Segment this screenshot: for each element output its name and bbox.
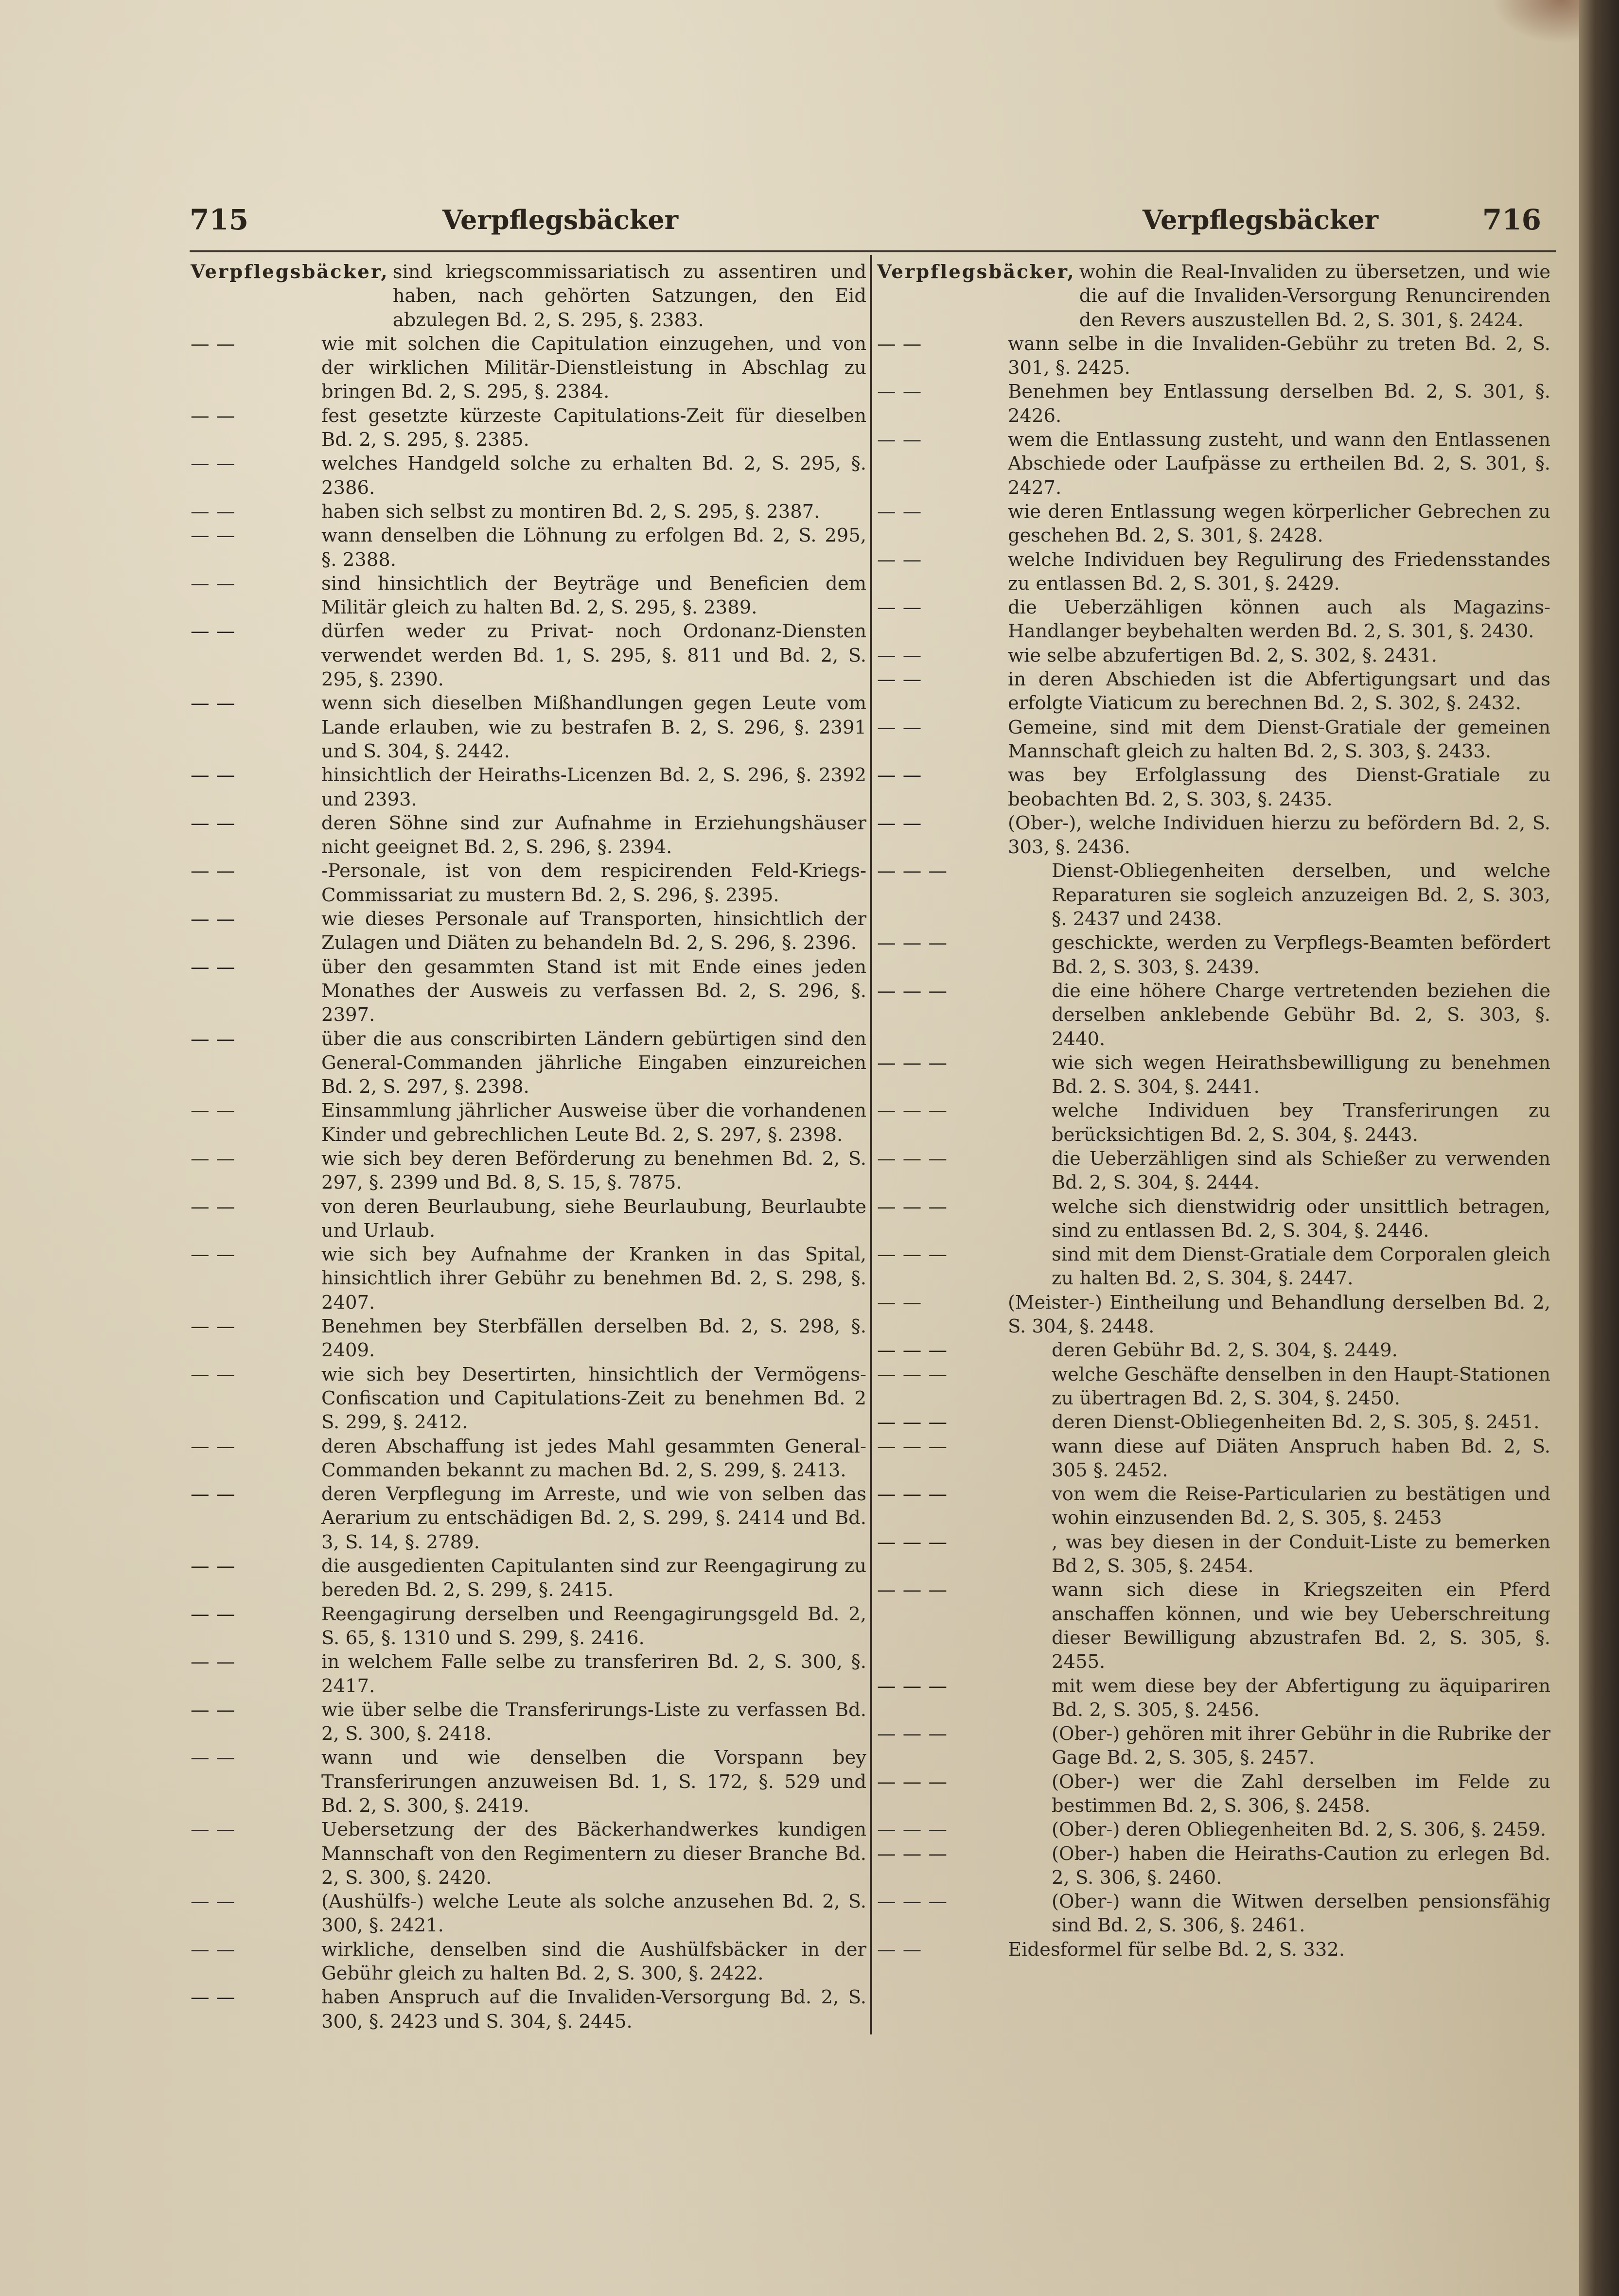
index-entry (191, 1938, 866, 1986)
index-entry (191, 1554, 866, 1602)
entry-text: was bey Erfolglassung des Dienst-Gratiale zu beobachten Bd. 2, S. 303, §. 2435. (1008, 764, 1550, 810)
index-entry (877, 716, 1550, 764)
index-entry (191, 1482, 866, 1554)
index-entry (191, 1099, 866, 1147)
entry-text: in deren Abschieden ist die Abfertigungsart und das erfolgte Viaticum zu berechnen Bd. 2, S. 302, §. 2432. (1008, 668, 1550, 715)
index-entry (877, 1890, 1550, 1938)
entry-text: fest gesetzte kürzeste Capitulations-Zeit für dieselben Bd. 2, S. 295, §. 2385. (321, 404, 866, 451)
entry-text: von deren Beurlaubung, siehe Beurlaubung, Beurlaubte und Urlaub. (321, 1195, 866, 1242)
entry-text: Eidesformel für selbe Bd. 2, S. 332. (1008, 1938, 1345, 1961)
header-rule (190, 250, 1556, 252)
index-entry (191, 763, 866, 811)
entry-dash: — — — (877, 1770, 948, 1793)
entry-text: wann selbe in die Invaliden-Gebühr zu treten Bd. 2, S. 301, §. 2425. (1008, 333, 1550, 379)
index-entry (877, 644, 1550, 667)
column-divider (870, 255, 872, 2034)
entry-text: in welchem Falle selbe zu transferiren Bd. 2, S. 300, §. 2417. (321, 1651, 866, 1697)
entry-text: wie selbe abzufertigen Bd. 2, S. 302, §. 2431. (1008, 644, 1437, 666)
index-entry (191, 1818, 866, 1890)
entry-text: wie dieses Personale auf Transporten, hinsichtlich der Zulagen und Diäten zu behandeln Bd. 2, S. 296, §. 2396. (321, 908, 866, 954)
right-running-head: Verpflegsbäcker (1143, 204, 1379, 235)
index-entry (877, 1338, 1550, 1362)
entry-dash: — — (191, 908, 236, 930)
entry-text: sind hinsichtlich der Beyträge und Beneficien dem Militär gleich zu halten Bd. 2, S. 295, §. 2389. (321, 572, 866, 619)
entry-text: (Ober-) gehören mit ihrer Gebühr in die Rubrike der Gage Bd. 2, S. 305, §. 2457. (1052, 1723, 1550, 1769)
entry-dash: — — — (877, 1435, 948, 1457)
page-header (180, 203, 1541, 237)
index-entry (877, 1099, 1550, 1147)
entry-text: wie sich bey Aufnahme der Kranken in das Spital, hinsichtlich ihrer Gebühr zu benehmen Bd. 2, S. 298, §. 2407. (321, 1244, 866, 1314)
entry-dash: — — (191, 404, 236, 427)
entry-text: dürfen weder zu Privat- noch Ordonanz-Diensten verwendet werden Bd. 1, S. 295, §. 811 und Bd. 2, S. 295, §. 2390. (321, 620, 866, 691)
index-entry (877, 1291, 1550, 1339)
index-entry (191, 1243, 866, 1315)
entry-dash: — — (877, 1938, 922, 1961)
index-entry (877, 1147, 1550, 1195)
entry-text: deren Dienst-Obliegenheiten Bd. 2, S. 305, §. 2451. (1052, 1411, 1540, 1434)
entry-text: wann und wie denselben die Vorspann bey Transferirungen anzuweisen Bd. 1, S. 172, §. 529 und Bd. 2, S. 300, §. 2419. (321, 1747, 866, 1817)
index-entry (877, 1410, 1550, 1434)
entry-text: wann sich diese in Kriegszeiten ein Pferd anschaffen können, und wie bey Ueberschreitung dieser Bewilligung abzustrafen Bd. 2, S. 305, §. 2455. (1052, 1579, 1550, 1673)
entry-dash: — — (191, 692, 236, 715)
index-entry (877, 596, 1550, 644)
entry-text: wann diese auf Diäten Anspruch haben Bd. 2, S. 305 §. 2452. (1052, 1435, 1550, 1481)
entry-text: deren Abschaffung ist jedes Mahl gesammten General-Commanden bekannt zu machen Bd. 2, S. 299, §. 2413. (321, 1435, 866, 1481)
entry-text: Benehmen bey Entlassung derselben Bd. 2, S. 301, §. 2426. (1008, 381, 1550, 427)
entry-text: wie sich bey deren Beförderung zu benehmen Bd. 2, S. 297, §. 2399 und Bd. 8, S. 15, §. 7875. (321, 1147, 866, 1194)
index-entry (877, 667, 1550, 716)
entry-dash: — — — (877, 1052, 948, 1074)
entry-dash: — — (191, 1315, 236, 1338)
index-entry (877, 1842, 1550, 1890)
entry-dash: — — (191, 860, 236, 882)
index-entry (191, 1746, 866, 1818)
index-entry (191, 1602, 866, 1650)
entry-text: wohin die Real-Invaliden zu übersetzen, und wie die auf die Invaliden-Versorgung Renuncirenden den Revers auszustellen Bd. 2, S. 301, §. 2424. (1079, 261, 1550, 331)
entry-text: welches Handgeld solche zu erhalten Bd. 2, S. 295, §. 2386. (321, 453, 866, 499)
index-entry (191, 572, 866, 620)
entry-text: Einsammlung jährlicher Ausweise über die vorhandenen Kinder und gebrechlichen Leute Bd. 2, S. 297, §. 2398. (321, 1100, 866, 1146)
entry-dash: — — (191, 1651, 236, 1673)
left-running-head: Verpflegsbäcker (442, 204, 679, 235)
index-entry (877, 1243, 1550, 1291)
entry-dash: — — (191, 1699, 236, 1721)
entry-dash: — — (191, 1938, 236, 1961)
entry-dash: — — (191, 525, 236, 547)
index-entry (877, 380, 1550, 428)
entry-dash: — — (877, 764, 922, 787)
index-entry (191, 260, 866, 332)
entry-text: welche Individuen bey Transferirungen zu berücksichtigen Bd. 2, S. 304, §. 2443. (1052, 1100, 1550, 1146)
index-entry (877, 1051, 1550, 1099)
entry-text: -Personale, ist von dem respicirenden Feld-Kriegs-Commissariat zu mustern Bd. 2, S. 296, §. 2395. (321, 860, 866, 906)
entry-dash: — — (191, 956, 236, 978)
index-entry (191, 691, 866, 763)
entry-text: , was bey diesen in der Conduit-Liste zu bemerken Bd 2, S. 305, §. 2454. (1052, 1531, 1550, 1577)
entry-text: über den gesammten Stand ist mit Ende eines jeden Monathes der Ausweis zu verfassen Bd. 2, S. 296, §. 2397. (321, 956, 866, 1026)
entry-text: wirkliche, denselben sind die Aushülfsbäcker in der Gebühr gleich zu halten Bd. 2, S. 300, §. 2422. (321, 1938, 866, 1985)
index-entry (877, 1938, 1550, 1962)
entry-dash: — — — (877, 932, 948, 954)
index-entry (877, 548, 1550, 596)
entry-dash: — — (877, 812, 922, 834)
index-entry (877, 1363, 1550, 1411)
entry-text: sind kriegscommissariatisch zu assentiren und haben, nach gehörten Satzungen, den Eid abzulegen Bd. 2, S. 295, §. 2383. (392, 261, 866, 331)
index-entry (877, 500, 1550, 548)
index-entry (877, 1818, 1550, 1841)
index-entry (877, 1770, 1550, 1818)
index-entry (877, 1722, 1550, 1770)
entry-dash: — — — (877, 1244, 948, 1266)
index-entry (877, 931, 1550, 979)
index-entry (191, 859, 866, 907)
index-entry (191, 811, 866, 859)
index-entry (191, 332, 866, 404)
index-entry (877, 1435, 1550, 1483)
entry-dash: — — (191, 1819, 236, 1841)
entry-text: wenn sich dieselben Mißhandlungen gegen Leute vom Lande erlauben, wie zu bestrafen B. 2, S. 296, §. 2391 und S. 304, §. 2442. (321, 692, 866, 762)
entry-dash: — — (191, 1147, 236, 1170)
entry-text: (Meister-) Eintheilung und Behandlung derselben Bd. 2, S. 304, §. 2448. (1008, 1291, 1550, 1338)
entry-text: wann denselben die Löhnung zu erfolgen Bd. 2, S. 295, §. 2388. (321, 525, 866, 571)
entry-dash: — — (191, 812, 236, 834)
entry-dash: — — (191, 764, 236, 787)
entry-dash: — — (191, 1747, 236, 1769)
entry-text: welche Geschäfte denselben in den Haupt-Stationen zu übertragen Bd. 2, S. 304, §. 2450. (1052, 1363, 1550, 1409)
index-entry (877, 1578, 1550, 1674)
entry-text: wie deren Entlassung wegen körperlicher Gebrechen zu geschehen Bd. 2, S. 301, §. 2428. (1008, 500, 1550, 547)
index-entry (877, 859, 1550, 931)
index-entry (191, 524, 866, 572)
entry-dash: — — (191, 333, 236, 355)
entry-dash: — — — (877, 1195, 948, 1218)
entry-dash: — — — (877, 1819, 948, 1841)
entry-text: (Ober-), welche Individuen hierzu zu befördern Bd. 2, S. 303, §. 2436. (1008, 812, 1550, 859)
entry-text: mit wem diese bey der Abfertigung zu äquipariren Bd. 2, S. 305, §. 2456. (1052, 1675, 1550, 1721)
entry-text: haben sich selbst zu montiren Bd. 2, S. 295, §. 2387. (321, 500, 820, 523)
entry-dash: — — — (877, 1339, 948, 1362)
entry-text: (Aushülfs-) welche Leute als solche anzusehen Bd. 2, S. 300, §. 2421. (321, 1891, 866, 1937)
entry-text: über die aus conscribirten Ländern gebürtigen sind den General-Commanden jährliche Eingaben einzureichen Bd. 2, S. 297, §. 2398. (321, 1028, 866, 1098)
left-page-number: 715 (190, 203, 249, 236)
index-entry (191, 907, 866, 955)
index-entry (877, 1530, 1550, 1578)
entry-dash: — — (877, 381, 922, 403)
entry-text: die ausgedienten Capitulanten sind zur Reengagirung zu bereden Bd. 2, S. 299, §. 2415. (321, 1555, 866, 1601)
index-entry (191, 404, 866, 452)
entry-dash: — — (191, 620, 236, 643)
entry-dash: — — — (877, 1147, 948, 1170)
entry-dash: — — (191, 500, 236, 523)
entry-dash: — — — (877, 1723, 948, 1745)
index-entry (877, 1482, 1550, 1530)
entry-text: sind mit dem Dienst-Gratiale dem Corporalen gleich zu halten Bd. 2, S. 304, §. 2447. (1052, 1244, 1550, 1290)
entry-dash: — — (191, 453, 236, 475)
entry-dash: — — (191, 1363, 236, 1385)
index-entry (877, 260, 1550, 332)
entry-text: (Ober-) wann die Witwen derselben pensionsfähig sind Bd. 2, S. 306, §. 2461. (1052, 1891, 1550, 1937)
index-entry (191, 1435, 866, 1483)
index-entry (191, 619, 866, 691)
entry-dash: — — (191, 1483, 236, 1506)
index-entry (877, 979, 1550, 1051)
entry-dash: — — — (877, 1891, 948, 1913)
entry-headword: Verpflegsbäcker, (191, 261, 389, 283)
entry-dash: — — (877, 1291, 922, 1314)
index-entry (191, 1890, 866, 1938)
index-entry (877, 1674, 1550, 1722)
left-column (191, 260, 866, 2033)
entry-dash: — — (877, 429, 922, 451)
entry-dash: — — (877, 668, 922, 691)
entry-text: die eine höhere Charge vertretenden beziehen die derselben anklebende Gebühr Bd. 2, S. 303, §. 2440. (1052, 980, 1550, 1050)
entry-text: von wem die Reise-Particularien zu bestätigen und wohin einzusenden Bd. 2, S. 305, §. 2453 (1052, 1483, 1550, 1529)
index-entry (191, 1650, 866, 1698)
index-entry (191, 955, 866, 1027)
entry-text: wem die Entlassung zusteht, und wann den Entlassenen Abschiede oder Laufpässe zu ertheilen Bd. 2, S. 301, §. 2427. (1008, 429, 1550, 499)
entry-dash: — — (191, 1603, 236, 1625)
entry-dash: — — (191, 572, 236, 595)
entry-dash: — — — (877, 1675, 948, 1697)
index-entry (191, 1985, 866, 2033)
index-entry (191, 500, 866, 524)
entry-text: (Ober-) wer die Zahl derselben im Felde zu bestimmen Bd. 2, S. 306, §. 2458. (1052, 1770, 1550, 1817)
entry-text: deren Gebühr Bd. 2, S. 304, §. 2449. (1052, 1339, 1398, 1362)
entry-dash: — — (877, 548, 922, 571)
entry-text: Gemeine, sind mit dem Dienst-Gratiale der gemeinen Mannschaft gleich zu halten Bd. 2, S. 303, §. 2433. (1008, 716, 1550, 762)
entry-dash: — — — (877, 980, 948, 1002)
entry-dash: — — (877, 596, 922, 619)
entry-text: Benehmen bey Sterbfällen derselben Bd. 2, S. 298, §. 2409. (321, 1315, 866, 1362)
right-column (877, 260, 1550, 1962)
facing-page-edge (1579, 0, 1619, 2296)
index-entry (191, 1698, 866, 1746)
entry-text: hinsichtlich der Heiraths-Licenzen Bd. 2, S. 296, §. 2392 und 2393. (321, 764, 866, 810)
entry-text: die Ueberzähligen können auch als Magazins-Handlanger beybehalten werden Bd. 2, S. 301, §. 2430. (1008, 596, 1550, 643)
entry-dash: — — — (877, 1411, 948, 1434)
index-entry (191, 1147, 866, 1195)
entry-dash: — — (191, 1986, 236, 2009)
entry-dash: — — (877, 716, 922, 738)
entry-text: (Ober-) deren Obliegenheiten Bd. 2, S. 306, §. 2459. (1052, 1819, 1547, 1841)
entry-dash: — — — (877, 1363, 948, 1385)
entry-dash: — — — (877, 1531, 948, 1553)
entry-text: geschickte, werden zu Verpflegs-Beamten befördert Bd. 2, S. 303, §. 2439. (1052, 932, 1550, 978)
paper-stain (1492, 0, 1579, 44)
index-entry (877, 811, 1550, 859)
entry-text: deren Verpflegung im Arreste, und wie von selben das Aerarium zu entschädigen Bd. 2, S. 299, §. 2414 und Bd. 3, S. 14, §. 2789. (321, 1483, 866, 1553)
entry-text: welche Individuen bey Regulirung des Friedensstandes zu entlassen Bd. 2, S. 301, §. 2429. (1008, 548, 1550, 595)
entry-text: die Ueberzähligen sind als Schießer zu verwenden Bd. 2, S. 304, §. 2444. (1052, 1147, 1550, 1194)
index-entry (191, 452, 866, 500)
entry-text: deren Söhne sind zur Aufnahme in Erziehungshäuser nicht geeignet Bd. 2, S. 296, §. 2394. (321, 812, 866, 859)
entry-text: Dienst-Obliegenheiten derselben, und welche Reparaturen sie sogleich anzuzeigen Bd. 2, S. 303, §. 2437 und 2438. (1052, 860, 1550, 930)
entry-dash: — — (877, 333, 922, 355)
entry-text: welche sich dienstwidrig oder unsittlich betragen, sind zu entlassen Bd. 2, S. 304, §. 2446. (1052, 1195, 1550, 1242)
index-entry (191, 1027, 866, 1099)
entry-dash: — — (191, 1555, 236, 1577)
index-entry (191, 1195, 866, 1243)
index-entry (877, 428, 1550, 500)
entry-dash: — — (191, 1891, 236, 1913)
entry-dash: — — (191, 1028, 236, 1050)
entry-text: Uebersetzung der des Bäckerhandwerkes kundigen Mannschaft von den Regimentern zu dieser Branche Bd. 2, S. 300, §. 2420. (321, 1819, 866, 1889)
entry-dash: — — — (877, 1579, 948, 1601)
entry-dash: — — (191, 1244, 236, 1266)
entry-headword: Verpflegsbäcker, (877, 261, 1075, 283)
entry-dash: — — — (877, 860, 948, 882)
entry-dash: — — — (877, 1483, 948, 1506)
entry-text: haben Anspruch auf die Invaliden-Versorgung Bd. 2, S. 300, §. 2423 und S. 304, §. 2445. (321, 1986, 866, 2033)
entry-dash: — — (877, 644, 922, 666)
entry-text: Reengagirung derselben und Reengagirungsgeld Bd. 2, S. 65, §. 1310 und S. 299, §. 2416. (321, 1603, 866, 1649)
entry-dash: — — (877, 500, 922, 523)
right-page-number: 716 (1482, 203, 1541, 236)
entry-dash: — — — (877, 1100, 948, 1122)
entry-text: wie sich wegen Heirathsbewilligung zu benehmen Bd. 2. S. 304, §. 2441. (1052, 1052, 1550, 1098)
entry-text: wie über selbe die Transferirungs-Liste zu verfassen Bd. 2, S. 300, §. 2418. (321, 1699, 866, 1745)
index-entry (877, 1195, 1550, 1243)
index-entry (191, 1315, 866, 1363)
entry-text: wie sich bey Desertirten, hinsichtlich der Vermögens-Confiscation und Capitulations-Zeit zu benehmen Bd. 2 S. 299, §. 2412. (321, 1363, 866, 1434)
entry-text: (Ober-) haben die Heiraths-Caution zu erlegen Bd. 2, S. 306, §. 2460. (1052, 1842, 1550, 1889)
entry-dash: — — (191, 1100, 236, 1122)
entry-dash: — — (191, 1435, 236, 1457)
index-entry (877, 763, 1550, 811)
index-entry (191, 1363, 866, 1435)
entry-text: wie mit solchen die Capitulation einzugehen, und von der wirklichen Militär-Dienstleistung in Abschlag zu bringen Bd. 2, S. 295, §. 2384. (321, 333, 866, 403)
entry-dash: — — (191, 1195, 236, 1218)
index-entry (877, 332, 1550, 380)
entry-dash: — — — (877, 1842, 948, 1865)
